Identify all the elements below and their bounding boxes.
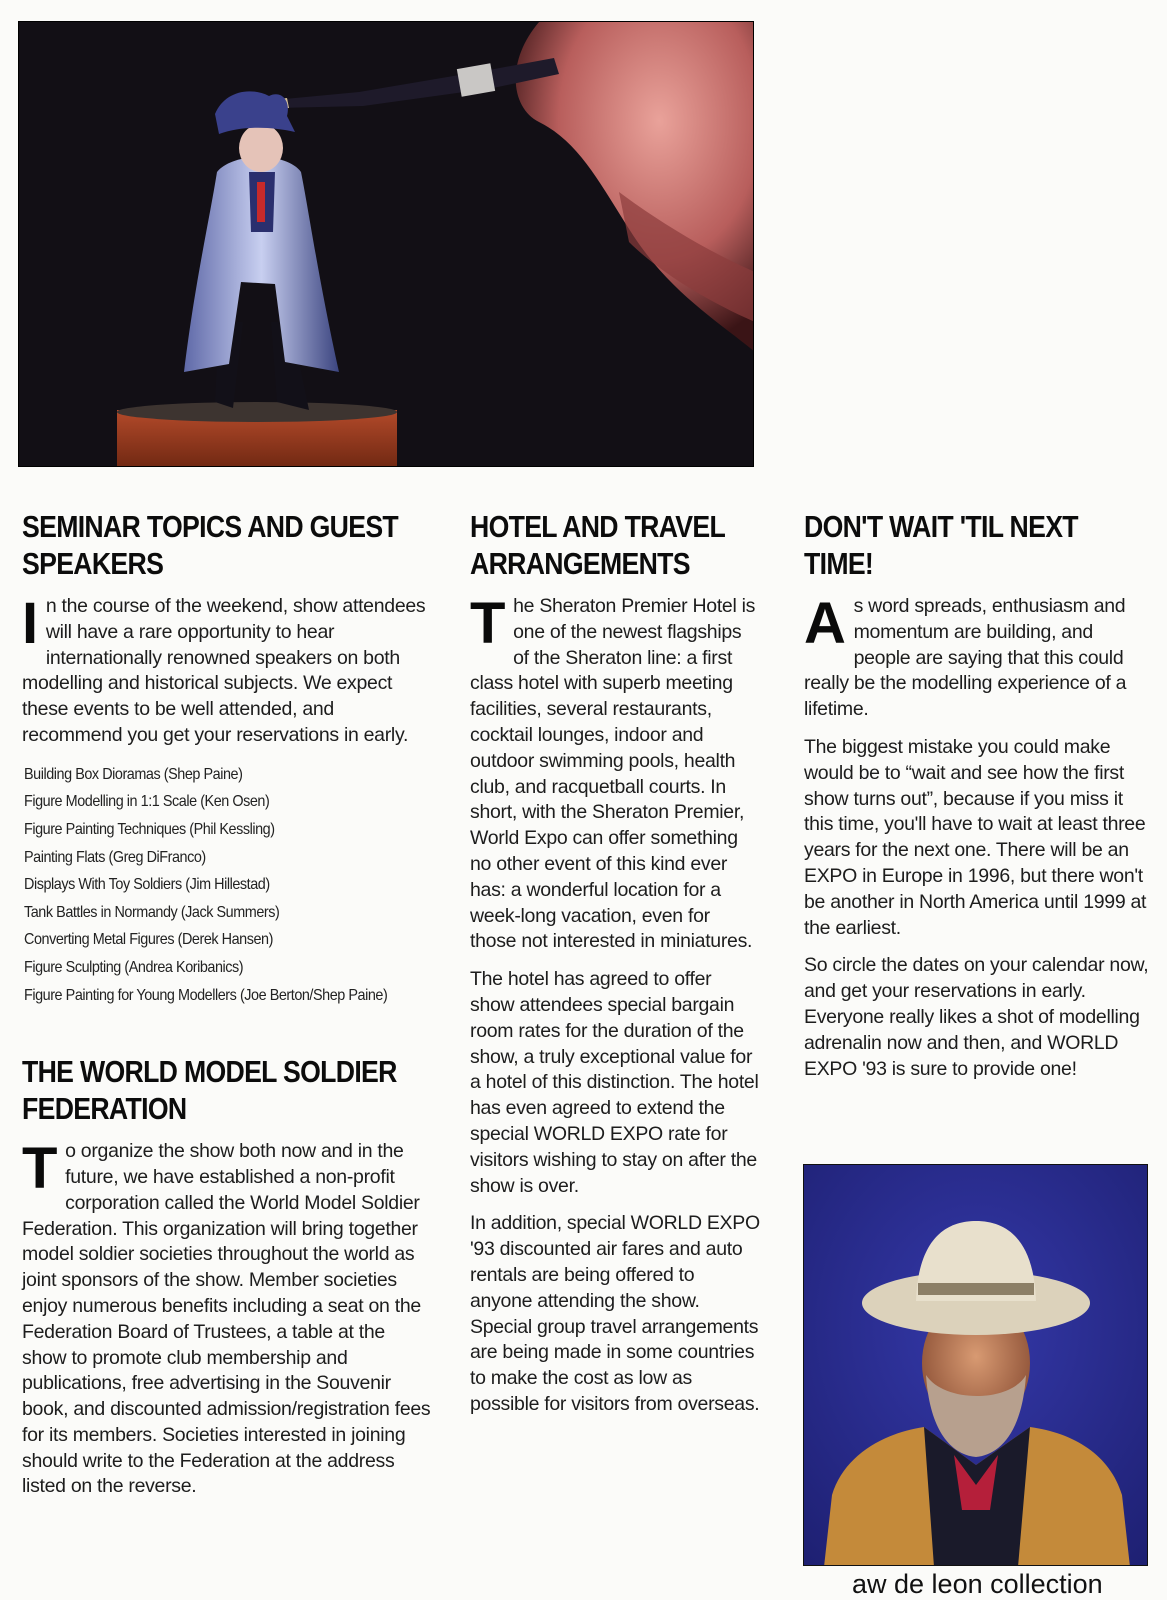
drop-cap: I: [22, 591, 38, 656]
drop-cap: T: [22, 1136, 58, 1202]
dont-wait-paragraph-2: The biggest mistake you could make would be to “wait and see how the first show turns out”, because if you miss it this time, you'll have to wait at least three years for the next one. There will be an EXPO in Europe in 1996, but there won't be another in North America until 1999 at the earliest.: [804, 735, 1147, 939]
topic-item: Figure Painting Techniques (Phil Kessling): [24, 820, 275, 838]
column-dont-wait: [804, 508, 1149, 1094]
collection-credit: aw de leon collection: [852, 1569, 1103, 1599]
topic-item: Figure Modelling in 1:1 Scale (Ken Osen): [24, 793, 270, 811]
topic-item: Figure Painting for Young Modellers (Joe Berton/Shep Paine): [24, 986, 388, 1004]
hotel-paragraph-3: In addition, special WORLD EXPO '93 discounted air fares and auto rentals are being offered to anyone attending the show. Special group travel arrangements are being made in some countries to make the cost as low as possible for visitors from overseas.: [470, 1212, 760, 1415]
topic-item: Tank Battles in Normandy (Jack Summers): [24, 903, 280, 921]
column-seminar: [22, 508, 432, 1512]
federation-body: To organize the show both now and in the future, we have established a non-profit corporation called the World Model Soldier Federation. This organization will bring together model soldier societies throughout the world as joint sponsors of the show. Member societies enjoy numerous benefits including a seat on the Federation Board of Trustees, a table at the show to promote club membership and publications, free advertising in the Souvenir book, and discounted admission/registration fees for its members. Societies interested in joining should write to the Federation at the address listed on the reverse.: [22, 1136, 431, 1498]
topic-item: Building Box Dioramas (Shep Paine): [24, 765, 243, 783]
federation-heading: THE WORLD MODEL SOLDIER FEDERATION: [22, 1054, 397, 1127]
topic-item: Converting Metal Figures (Derek Hansen): [24, 931, 273, 949]
column-hotel: [470, 508, 760, 1430]
hero-photo: [18, 21, 754, 467]
dont-wait-paragraph-1: As word spreads, enthusiasm and momentum are building, and people are saying that this could really be the modelling experience of a lifetime.: [804, 591, 1127, 721]
topic-item: Painting Flats (Greg DiFranco): [24, 848, 206, 866]
topic-item: Figure Sculpting (Andrea Koribanics): [24, 958, 244, 976]
seminar-intro: In the course of the weekend, show attendees will have a rare opportunity to hear internationally renowned speakers on both modelling and historical subjects. We expect these events to be well attended, and recommend you get your reservations in early.: [22, 591, 426, 746]
bust-photo: [803, 1164, 1148, 1566]
drop-cap: A: [804, 591, 846, 656]
dont-wait-paragraph-3: So circle the dates on your calendar now, and get your reservations in early. Everyone really likes a shot of modelling adrenalin now and then, and WORLD EXPO '93 is sure to provide one!: [804, 954, 1149, 1080]
seminar-heading: SEMINAR TOPICS AND GUEST SPEAKERS: [22, 509, 399, 581]
hotel-paragraph-1: The Sheraton Premier Hotel is one of the newest flagships of the Sheraton line: a first class hotel with superb meeting facilities, several restaurants, cocktail lounges, indoor and outdoor swimming pools, health club, and racquetball courts. In short, with the Sheraton Premier, World Expo can offer something no other event of this kind ever has: a wonderful location for a week-long vacation, even for those not interested in miniatures.: [470, 591, 756, 953]
topic-list: [24, 761, 432, 1009]
drop-cap: T: [470, 591, 506, 656]
topic-item: Displays With Toy Soldiers (Jim Hillestad): [24, 876, 270, 894]
dont-wait-heading: DON'T WAIT 'TIL NEXT TIME!: [804, 509, 1078, 581]
hotel-paragraph-2: The hotel has agreed to offer show attendees special bargain room rates for the duration of the show, a truly exceptional value for a hotel of this distinction. The hotel has even agreed to extend the special WORLD EXPO rate for visitors wishing to stay on after the show is over.: [470, 968, 759, 1197]
hotel-heading: HOTEL AND TRAVEL ARRANGEMENTS: [470, 509, 725, 581]
